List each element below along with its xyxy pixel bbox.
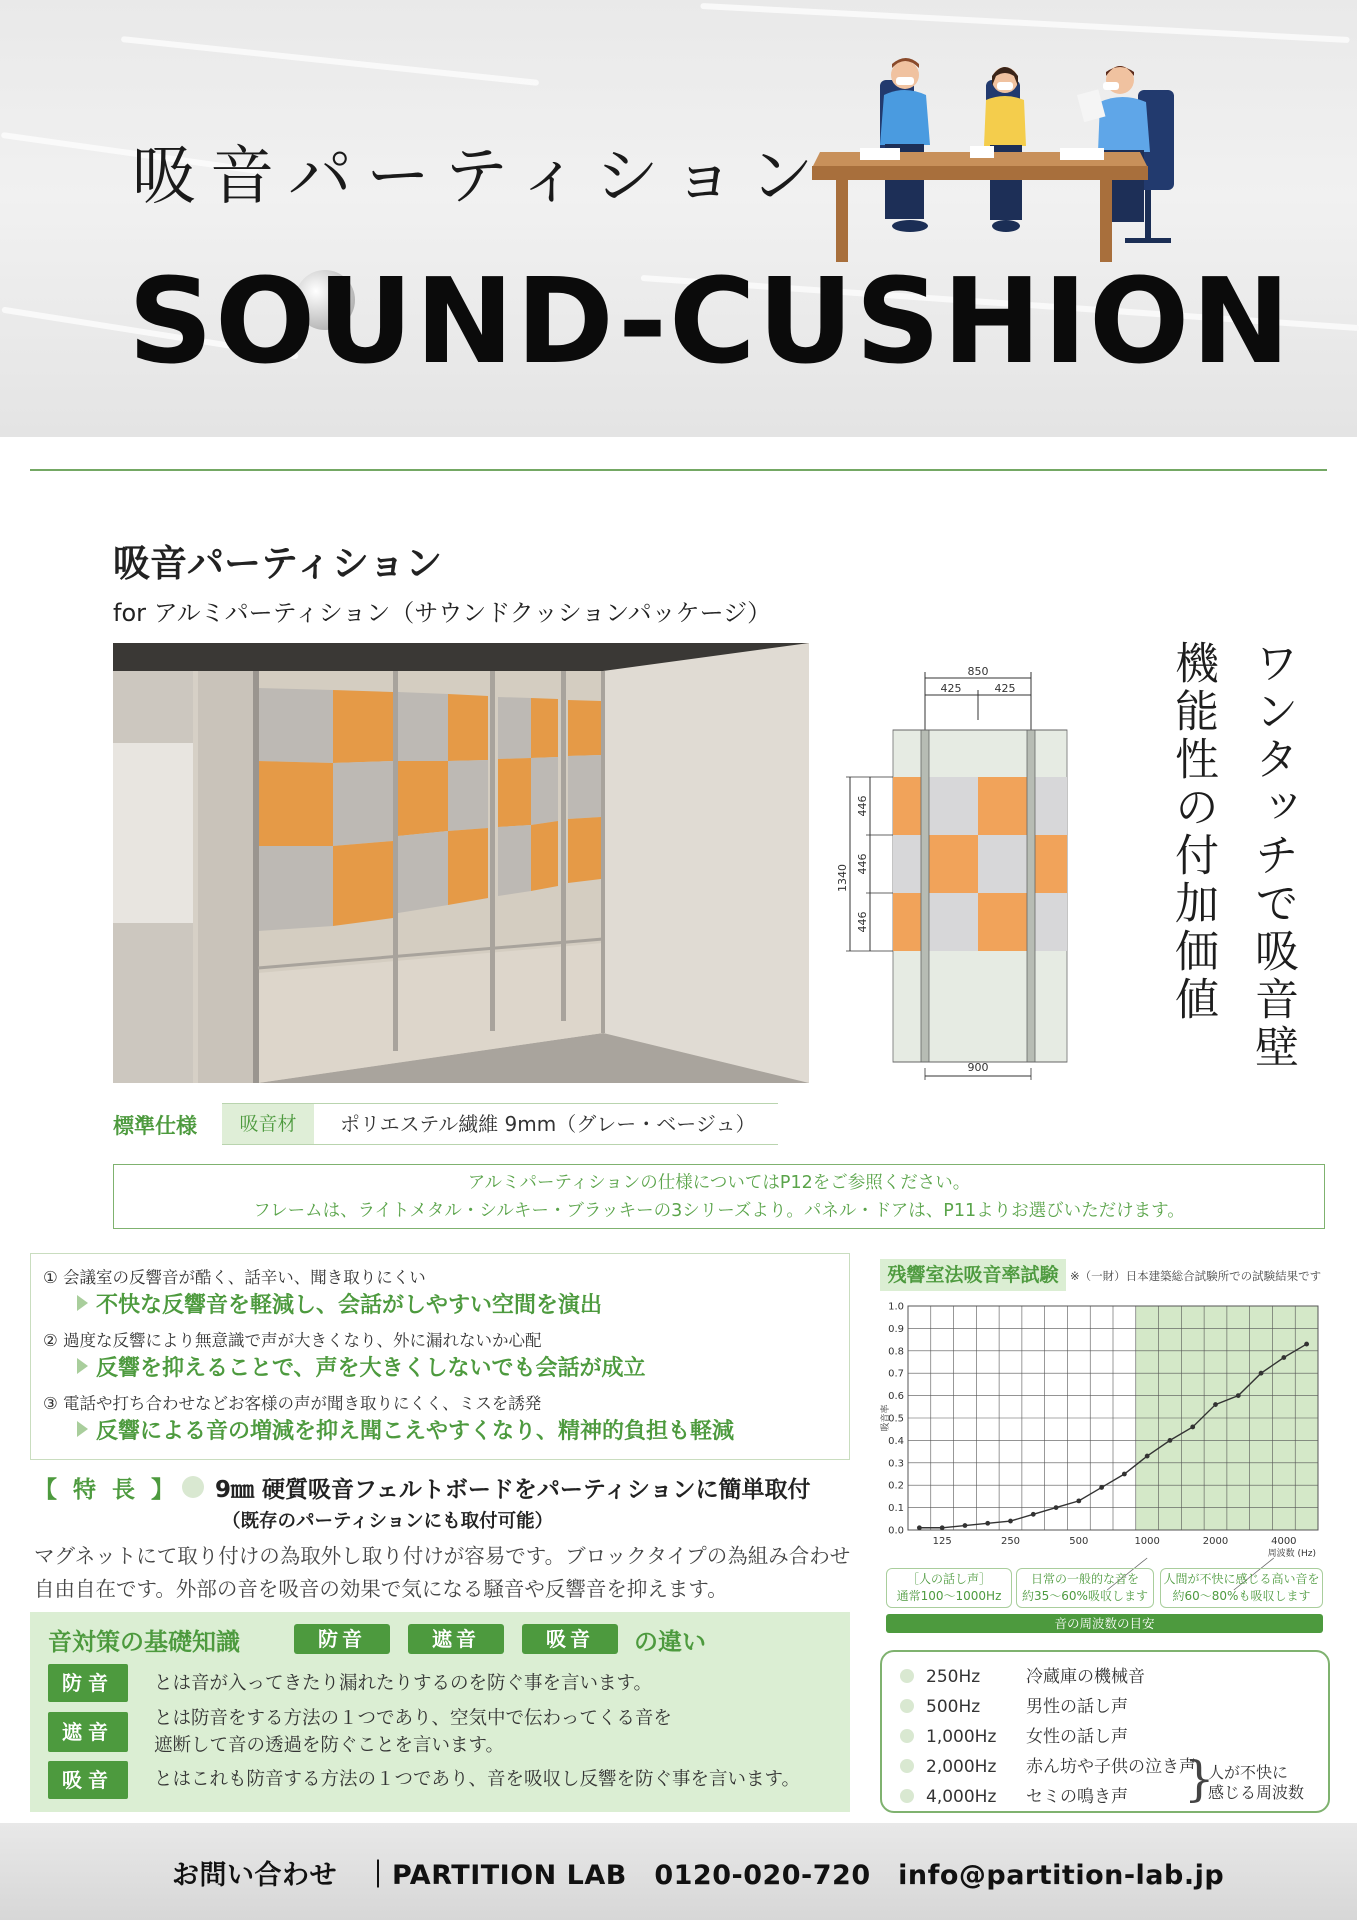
chart-data-point [1008,1519,1013,1524]
scale-box-line-2: 通常100〜1000Hz [896,1589,1002,1603]
effect-solution-text: 不快な反響音を軽減し、会話がしやすい空間を演出 [96,1293,603,1318]
knowledge-text: とは防音をする方法の１つであり、空気中で伝わってくる音を 遮断して音の透過を防ぐことを言います。 [154,1708,672,1756]
effect-solution [77,1414,734,1445]
spec-key: 吸音材 [222,1104,314,1144]
meeting-illustration [800,50,1200,265]
chart-data-point [1145,1454,1150,1459]
chart-y-tick: 0.3 [888,1458,904,1470]
chart-y-tick: 0.4 [888,1435,904,1447]
chart-x-tick: 500 [1069,1536,1089,1547]
chart-title: 残響室法吸音率試験 [880,1259,1066,1291]
frequency-desc: 赤ん坊や子供の泣き声 [1026,1757,1196,1777]
frequency-hz: 500Hz [926,1697,981,1717]
brace-icon: } [1184,1751,1215,1807]
chart-data-point [1031,1512,1036,1517]
pill-sound-absorption: 吸音 [522,1624,618,1654]
frequency-hz: 4,000Hz [926,1787,997,1807]
chart-data-point [1190,1425,1195,1430]
effect-problem: ② 過度な反響により無意識で声が大きくなり、外に漏れないか心配 [43,1331,542,1350]
scale-bar: 音の周波数の目安 [886,1614,1323,1633]
bullet-icon [900,1669,914,1683]
chart-note: ※（一財）日本建築総合試験所での試験結果です [1070,1269,1322,1283]
dim-row-2: 446 [856,853,869,875]
knowledge-key: 遮音 [48,1712,128,1752]
dimension-diagram [838,660,1078,1080]
notice-line-1: アルミパーティションの仕様についてはP12をご参照ください。 [467,1173,971,1193]
frequency-hz: 1,000Hz [926,1727,997,1747]
pill-soundproof: 防音 [294,1624,390,1654]
triangle-icon [77,1358,88,1374]
effect-solution-text: 反響を抑えることで、声を大きくしないでも会話が成立 [96,1356,646,1381]
frequency-row [900,1752,1196,1777]
chart-data-point [917,1525,922,1530]
dim-total-height: 1340 [836,864,849,892]
chart-y-tick: 0.2 [888,1480,904,1492]
knowledge-key: 吸音 [48,1761,128,1799]
frequency-hz: 250Hz [926,1667,981,1687]
triangle-icon [77,1421,88,1437]
product-photo [113,643,809,1083]
chart-data-point [1168,1438,1173,1443]
frequency-row [900,1692,1128,1717]
frequency-row [900,1722,1128,1747]
scale-box-line-2: 約60〜80%も吸収します [1172,1589,1311,1603]
frequency-row [900,1782,1128,1807]
header-en-title: SOUND-CUSHION [128,252,1293,390]
knowledge-diff: の違い [634,1628,706,1656]
footer [0,1823,1357,1920]
product-subtitle: for アルミパーティション（サウンドクッションパッケージ） [113,599,772,627]
chart-x-tick: 4000 [1271,1536,1297,1547]
chart-x-label: 周波数 (Hz) [1267,1549,1316,1559]
chart-y-tick: 1.0 [888,1301,904,1313]
scale-box [886,1568,1012,1608]
chart-data-point [1281,1355,1286,1360]
features-main: 9㎜ 硬質吸音フェルトボードをパーティションに簡単取付 [215,1477,811,1503]
knowledge-text: とはこれも防音する方法の１つであり、音を吸収し反響を防ぐ事を言います。 [154,1769,801,1790]
chart-data-point [1054,1505,1059,1510]
header-divider [30,469,1327,471]
scale-box [1016,1568,1154,1608]
frequency-hz: 2,000Hz [926,1757,997,1777]
chart-y-tick: 0.7 [888,1368,904,1380]
chart-data-point [1213,1402,1218,1407]
chart-y-tick: 0.0 [888,1525,904,1537]
effects-box [30,1253,850,1460]
frequency-note-line-2: 感じる周波数 [1208,1783,1305,1802]
features-sub: （既存のパーティションにも取付可能） [222,1511,554,1532]
chart-data-point [1122,1472,1127,1477]
scale-box-line-1: ［人の話し声］ [906,1572,991,1586]
chart-data-point [1236,1393,1241,1398]
dim-bottom-width: 900 [967,1061,989,1074]
chart-data-point [1304,1342,1309,1347]
dim-top-width: 850 [967,665,989,678]
frequency-note [1208,1763,1304,1803]
chart-y-tick: 0.5 [888,1413,904,1425]
chart-y-tick: 0.9 [888,1323,904,1335]
effect-problem: ① 会議室の反響音が酷く、話辛い、聞き取りにくい [43,1268,426,1287]
scale-box-line-2: 約35〜60%吸収します [1022,1589,1148,1603]
bullet-icon [900,1729,914,1743]
effect-solution-text: 反響による音の増減を抑え聞こえやすくなり、精神的負担も軽減 [96,1419,735,1444]
effect-solution [77,1288,602,1319]
dim-row-1: 446 [856,795,869,817]
chart-x-tick: 125 [932,1536,952,1547]
chart-x-tick: 250 [1000,1536,1021,1547]
scale-box-line-1: 日常の一般的な音を [1030,1572,1139,1586]
knowledge-box [30,1612,850,1812]
chart-x-tick: 2000 [1202,1536,1229,1547]
effect-solution [77,1351,646,1382]
chart-y-label: 吸音率 [881,1404,891,1432]
tagline-added-value: 機能性の付加価値 [1167,640,1218,1024]
chart-y-tick: 0.8 [888,1346,904,1358]
chart-y-tick: 0.6 [888,1391,904,1403]
header-banner [0,0,1357,437]
features-description: マグネットにて取り付けの為取外し取り付けが容易です。ブロックタイプの為組み合わせ自由自在です。外部の音を吸音の効果で気になる騒音や反響音を抑えます。 [34,1544,851,1601]
notice-line-2: フレームは、ライトメタル・シルキー・ブラッキーの3シリーズより。パネル・ドアは、P11よりお選びいただけます。 [253,1201,1185,1221]
dim-half-left: 425 [940,682,962,695]
chart-data-point [963,1523,968,1528]
spec-row [222,1103,778,1145]
spec-label: 標準仕様 [113,1114,197,1138]
chart-data-point [1099,1485,1104,1490]
knowledge-text: とは音が入ってきたり漏れたりするのを防ぐ事を言います。 [154,1673,653,1694]
product-title: 吸音パーティション [113,542,443,585]
frequency-desc: セミの鳴き声 [1026,1787,1128,1807]
absorption-chart [880,1296,1330,1576]
chart-y-tick: 0.1 [888,1503,904,1515]
triangle-icon [77,1295,88,1311]
frequency-note-line-1: 人が不快に [1208,1763,1289,1782]
effect-problem: ③ 電話や打ち合わせなどお客様の声が聞き取りにくく、ミスを誘発 [43,1394,542,1413]
chart-data-point [1076,1498,1081,1503]
knowledge-key: 防音 [48,1664,128,1702]
bullet-icon [182,1476,204,1498]
bullet-icon [900,1759,914,1773]
knowledge-title: 音対策の基礎知識 [48,1628,240,1656]
frequency-row [900,1662,1145,1687]
frequency-desc: 男性の話し声 [1026,1697,1128,1717]
pill-sound-insulation: 遮音 [408,1624,504,1654]
bullet-icon [900,1789,914,1803]
chart-data-point [1259,1371,1264,1376]
spec-value: ポリエステル繊維 9mm（グレー・ベージュ） [340,1112,756,1136]
tagline-one-touch: ワンタッチで吸音壁 [1247,640,1298,1072]
notice-box [113,1164,1325,1229]
features-label: 【 特 長 】 [34,1477,179,1503]
contact-info: お問い合わせ ｜PARTITION LAB 0120-020-720 info@partition-lab.jp [172,1860,1225,1891]
scale-box-line-1: 人間が不快に感じる高い音を [1163,1572,1320,1586]
frequency-desc: 冷蔵庫の機械音 [1026,1667,1145,1687]
chart-x-tick: 1000 [1134,1536,1160,1547]
frequency-desc: 女性の話し声 [1026,1727,1128,1747]
chart-data-point [985,1521,990,1526]
header-jp-title: 吸音パーティション [132,140,828,214]
dim-row-3: 446 [856,911,869,933]
bullet-icon [900,1699,914,1713]
scale-box [1160,1568,1323,1608]
chart-data-point [940,1525,945,1530]
dim-half-right: 425 [994,682,1016,695]
